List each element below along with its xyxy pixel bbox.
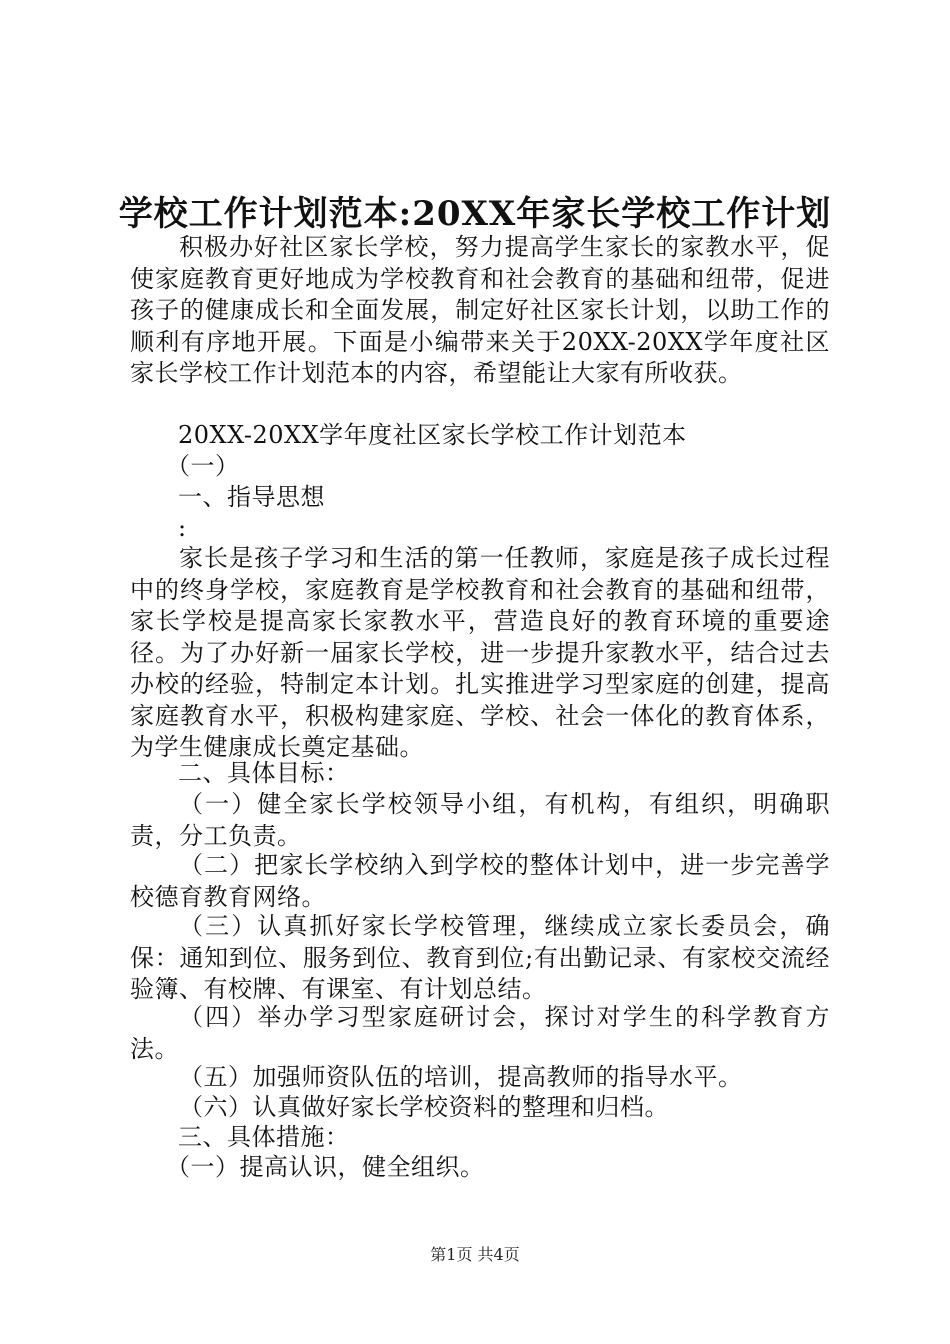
plan-subtitle: 20XX-20XX学年度社区家长学校工作计划范本 — [178, 421, 687, 449]
goal-item-3: （三）认真抓好家长学校管理，继续成立家长委员会，确保：通知到位、服务到位、教育到位;有出勤记录、有家校交流经验簿、有校牌、有课室、有计划总结。 — [130, 912, 830, 1003]
goal-item-5: （五）加强师资队伍的培训，提高教师的指导水平。 — [179, 1063, 743, 1091]
section1-colon: : — [178, 514, 187, 542]
section3-heading: 三、具体措施： — [178, 1123, 350, 1151]
goal-item-2: （二）把家长学校纳入到学校的整体计划中，进一步完善学校德育教育网络。 — [130, 851, 830, 911]
measure-item-1: （一）提高认识，健全组织。 — [166, 1153, 485, 1181]
section1-heading: 一、指导思想 — [178, 483, 325, 511]
intro-paragraph: 积极办好社区家长学校，努力提高学生家长的家教水平，促使家庭教育更好地成为学校教育和社会教育的基础和纽带，促进孩子的健康成长和全面发展，制定好社区家长计划，以助工作的顺利有序地开展。下面是小编带来关于20XX-20XX学年度社区家长学校工作计划范本的内容，希望能让大家有所收获。 — [130, 233, 830, 387]
goal-item-6: （六）认真做好家长学校资料的整理和归档。 — [179, 1093, 669, 1121]
section2-heading: 二、具体目标： — [178, 759, 350, 787]
document-title: 学校工作计划范本:20XX年家长学校工作计划 — [118, 194, 832, 234]
goal-item-1: （一）健全家长学校领导小组，有机构，有组织，明确职责，分工负责。 — [130, 790, 830, 850]
part-label: （一） — [166, 452, 240, 480]
page-footer: 第1页 共4页 — [430, 1245, 520, 1264]
section1-body: 家长是孩子学习和生活的第一任教师，家庭是孩子成长过程中的终身学校，家庭教育是学校教育和社会教育的基础和纽带，家长学校是提高家长家教水平，营造良好的教育环境的重要途径。为了办好新一届家长学校，进一步提升家教水平，结合过去办校的经验，特制定本计划。扎实推进学习型家庭的创建，提高家庭教育水平，积极构建家庭、学校、社会一体化的教育体系，为学生健康成长奠定基础。 — [130, 544, 830, 761]
goal-item-4: （四）举办学习型家庭研讨会，探讨对学生的科学教育方法。 — [130, 1003, 830, 1063]
